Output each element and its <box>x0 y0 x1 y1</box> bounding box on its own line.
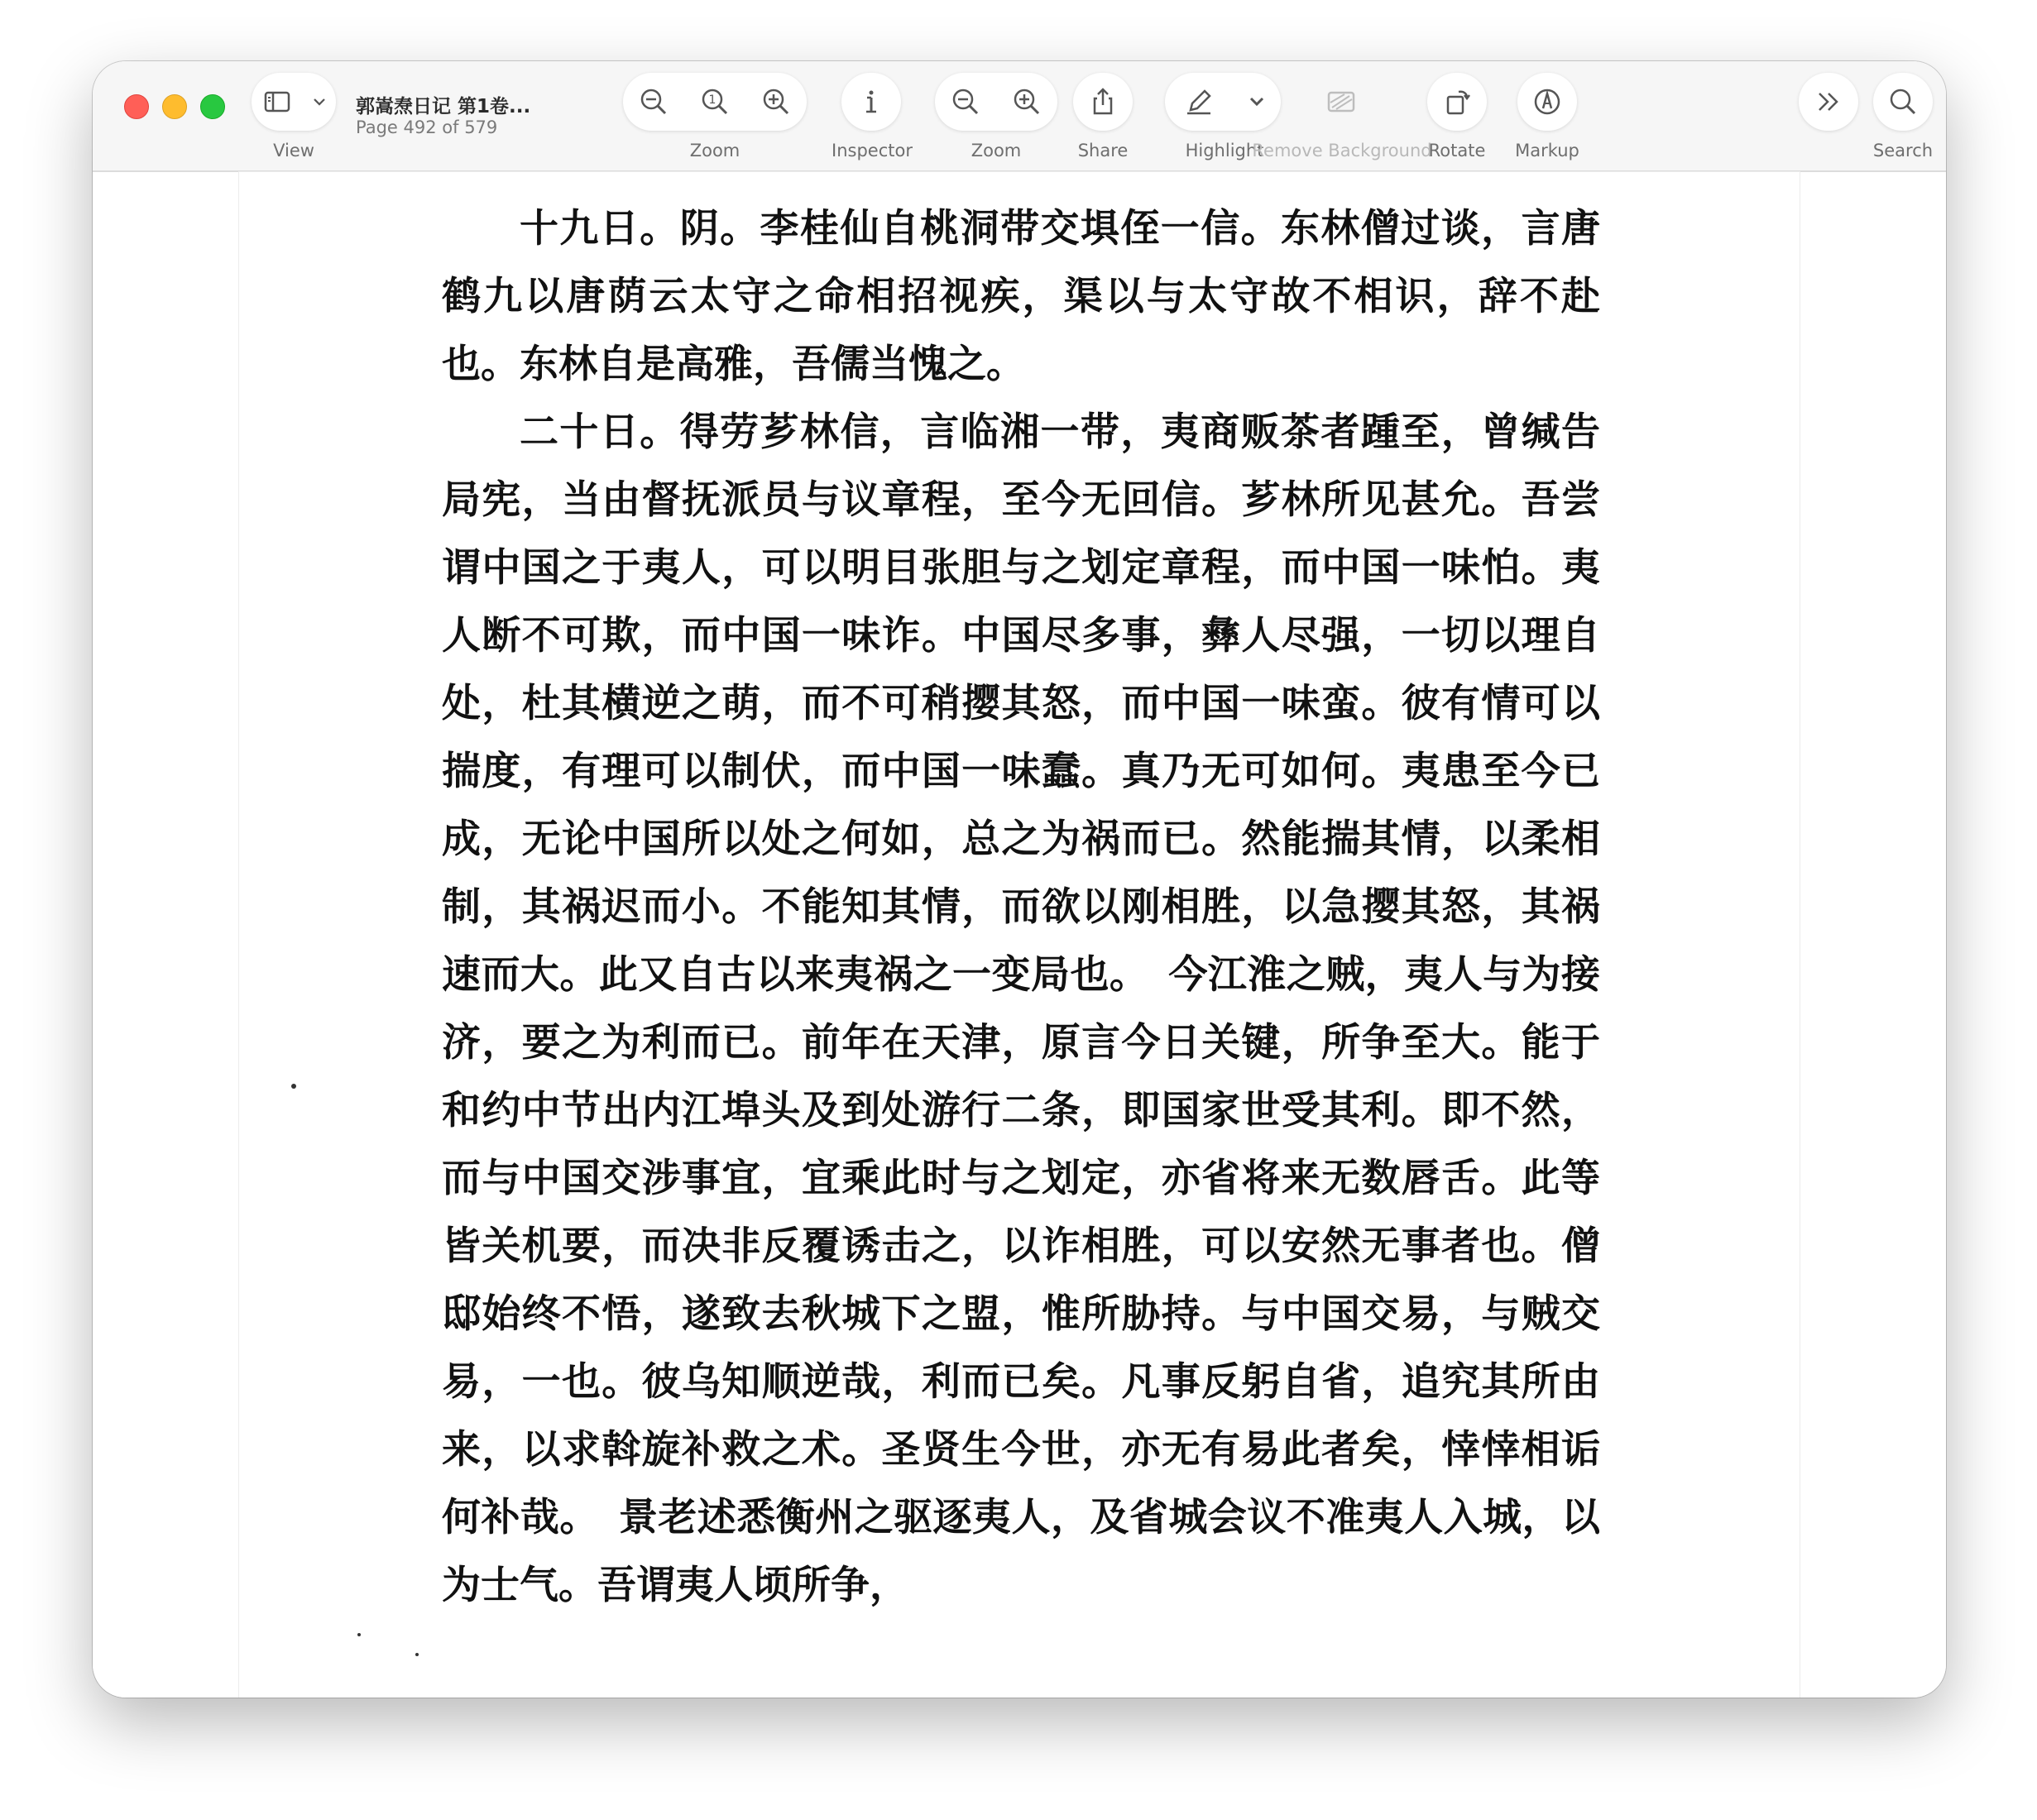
actual-size-icon[interactable] <box>688 75 741 128</box>
zoom-in-icon[interactable] <box>1000 75 1053 128</box>
close-button[interactable] <box>124 94 149 119</box>
page-indicator: Page 492 of 579 <box>356 117 498 137</box>
search-icon <box>1876 75 1929 128</box>
remove-background-button[interactable] <box>1313 73 1369 131</box>
highlighter-icon <box>1172 75 1225 128</box>
zoom-group-2 <box>935 73 1057 131</box>
highlight-label: Highlight <box>1185 141 1264 160</box>
document-viewport[interactable] <box>93 172 1946 1698</box>
scan-speck <box>415 1653 419 1656</box>
share-label: Share <box>1077 141 1129 160</box>
markup-icon <box>1521 75 1574 128</box>
scan-speck <box>291 1084 296 1089</box>
highlight-button[interactable] <box>1165 73 1281 131</box>
more-tools-button[interactable] <box>1799 73 1858 131</box>
scan-speck <box>357 1633 361 1636</box>
sidebar-icon <box>256 75 298 128</box>
view-label: View <box>273 141 314 160</box>
inspector-label: Inspector <box>832 141 913 160</box>
document-title: 郭嵩焘日记 第1卷... <box>356 96 531 117</box>
page-text <box>442 195 1600 1620</box>
minimize-button[interactable] <box>162 94 187 119</box>
rotate-icon <box>1431 75 1483 128</box>
rotate-label: Rotate <box>1428 141 1486 160</box>
zoom-label-1: Zoom <box>689 141 741 160</box>
zoom-label-2: Zoom <box>971 141 1022 160</box>
zoom-window-button[interactable] <box>200 94 225 119</box>
search-button[interactable] <box>1873 73 1933 131</box>
search-label: Search <box>1872 141 1934 160</box>
info-icon <box>845 75 898 128</box>
paragraph: 十九日。阴。李桂仙自桃洞带交埧侄一信。东林僧过谈，言唐鹤九以唐荫云太守之命相招视疾，渠以与太守故不相识，辞不赴也。东林自是高雅，吾儒当愧之。 <box>442 206 1600 387</box>
rotate-button[interactable] <box>1427 73 1487 131</box>
remove-background-label: Remove Background <box>1252 141 1432 160</box>
markup-button[interactable] <box>1517 73 1577 131</box>
pdf-page[interactable] <box>239 172 1800 1698</box>
markup-label: Markup <box>1515 141 1579 160</box>
remove-background-icon <box>1315 75 1368 128</box>
share-button[interactable] <box>1073 73 1133 131</box>
zoom-out-icon[interactable] <box>939 75 992 128</box>
more-icon <box>1802 75 1855 128</box>
svg-text:1: 1 <box>708 93 717 107</box>
preview-window <box>93 61 1946 1698</box>
view-menu-button[interactable] <box>252 73 336 131</box>
zoom-out-icon[interactable] <box>627 75 680 128</box>
toolbar <box>93 61 1946 172</box>
chevron-down-icon[interactable] <box>1240 75 1273 128</box>
share-icon <box>1076 75 1129 128</box>
inspector-button[interactable] <box>841 73 901 131</box>
zoom-group-1 <box>623 73 807 131</box>
chevron-down-icon <box>307 75 332 128</box>
paragraph: 二十日。得劳芗林信，言临湘一带，夷商贩茶者踵至，曾缄告局宪，当由督抚派员与议章程，至今无回信。芗林所见甚允。吾尝谓中国之于夷人，可以明目张胆与之划定章程，而中国一味怕。夷人断不可欺，而中国一味诈。中国尽多事，彝人尽强，一切以理自处，杜其横逆之萌，而不可稍撄其怒，而中国一味蛮。彼有情可以揣度，有理可以制伏，而中国一味蠢。真乃无可如何。夷患至今已成，无论中国所以处之何如，总之为祸而已。然能揣其情，以柔相制，其祸迟而小。不能知其情，而欲以刚相胜，以急撄其怒，其祸速而大。此又自古以来夷祸之一变局也。 今江淮之贼，夷人与为接济，要之为利而已。前年在天津，原言今日关键，所争至大。能于和约中节出内江埠头及到处游行二条，即国家世受其利。即不然，而与中国交涉事宜，宜乘此时与之划定，亦省将来无数唇舌。此等皆关机要，而决非反覆诱击之，以诈相胜，可以安然无事者也。僧邸始终不悟，遂致去秋城下之盟，惟所胁持。与中国交易，与贼交易，一也。彼乌知顺逆哉，利而已矣。凡事反躬自省，追究其所由来，以求斡旋补救之术。圣贤生今世，亦无有易此者矣，悻悻相诟何补哉。 景老述悉衡州之驱逐夷人，及省城会议不准夷人入城，以为士气。吾谓夷人顷所争， <box>442 410 1600 1608</box>
zoom-in-icon[interactable] <box>750 75 803 128</box>
